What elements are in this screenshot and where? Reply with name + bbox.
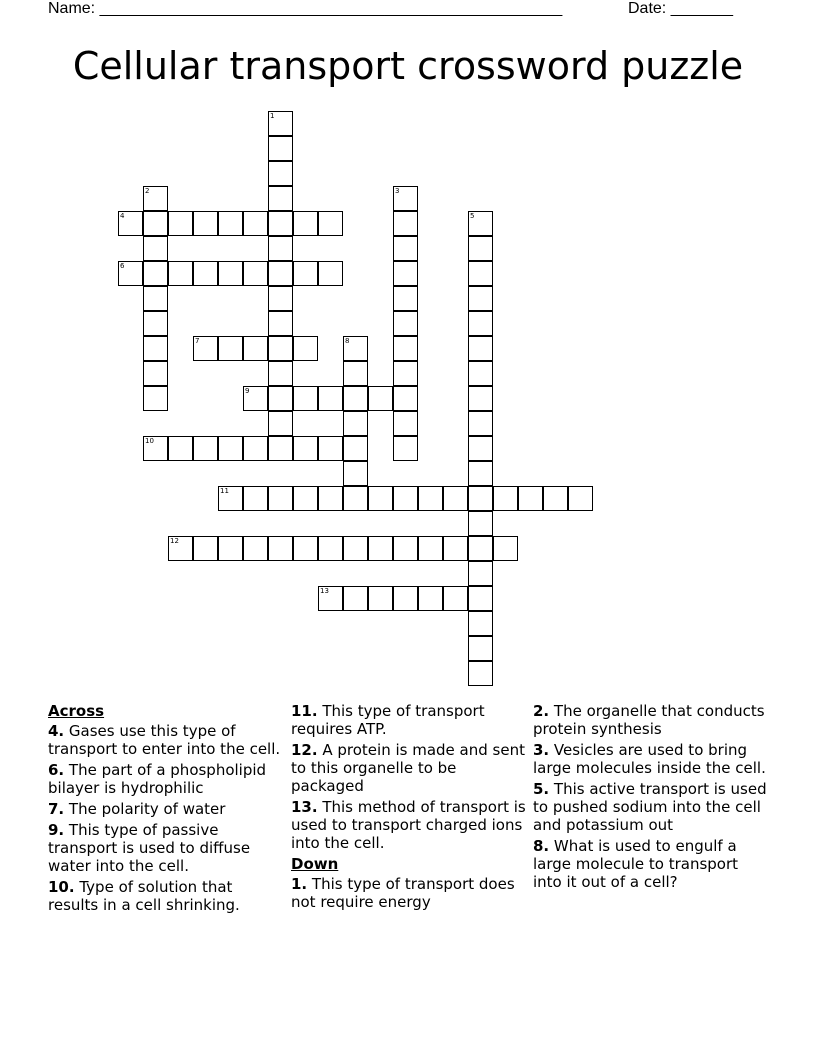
crossword-cell[interactable] <box>468 536 493 561</box>
crossword-cell[interactable] <box>368 386 393 411</box>
clue-across-6: 6. The part of a phospholipid bilayer is hydrophilic <box>48 761 267 797</box>
crossword-cell[interactable] <box>468 611 493 636</box>
crossword-cell[interactable] <box>343 461 368 486</box>
crossword-cell[interactable] <box>143 261 168 286</box>
crossword-cell[interactable] <box>118 211 143 236</box>
crossword-cell[interactable] <box>518 486 543 511</box>
clue-down-1: 1. This type of transport does not require energy <box>291 875 515 911</box>
crossword-cell[interactable] <box>268 211 293 236</box>
crossword-cell[interactable] <box>468 661 493 686</box>
crossword-cell[interactable] <box>193 536 218 561</box>
crossword-cell[interactable] <box>393 211 418 236</box>
clue-across-9: 9. This type of passive transport is used to diffuse water into the cell. <box>48 821 251 875</box>
crossword-cell[interactable] <box>143 436 168 461</box>
crossword-cell[interactable] <box>243 486 268 511</box>
crossword-cell[interactable] <box>268 286 293 311</box>
crossword-cell[interactable] <box>193 436 218 461</box>
crossword-cell[interactable] <box>218 261 243 286</box>
crossword-cell[interactable] <box>393 236 418 261</box>
down-heading: Down <box>291 855 339 873</box>
clue-across-4: 4. Gases use this type of transport to enter into the cell. <box>48 722 281 758</box>
crossword-cell[interactable] <box>343 336 368 361</box>
crossword-cell[interactable] <box>193 336 218 361</box>
clue-down-2: 2. The organelle that conducts protein synthesis <box>533 702 765 738</box>
crossword-cell[interactable] <box>318 536 343 561</box>
crossword-cell[interactable] <box>268 311 293 336</box>
crossword-cell[interactable] <box>493 536 518 561</box>
crossword-cell[interactable] <box>468 561 493 586</box>
crossword-cell[interactable] <box>468 236 493 261</box>
crossword-cell[interactable] <box>268 411 293 436</box>
crossword-cell[interactable] <box>143 386 168 411</box>
crossword-cell[interactable] <box>468 361 493 386</box>
crossword-cell[interactable] <box>443 586 468 611</box>
crossword-cell[interactable] <box>293 386 318 411</box>
crossword-cell[interactable] <box>368 536 393 561</box>
crossword-cell[interactable] <box>293 261 318 286</box>
crossword-cell[interactable] <box>343 386 368 411</box>
clue-number: 8 <box>345 337 350 345</box>
clue-down-3: 3. Vesicles are used to bring large molecules inside the cell. <box>533 741 766 777</box>
crossword-cell[interactable] <box>393 386 418 411</box>
clue-across-10: 10. Type of solution that results in a cell shrinking. <box>48 878 240 914</box>
crossword-cell[interactable] <box>143 361 168 386</box>
clue-number: 2 <box>145 187 150 195</box>
crossword-cell[interactable] <box>293 486 318 511</box>
crossword-cell[interactable] <box>393 411 418 436</box>
crossword-cell[interactable] <box>418 486 443 511</box>
crossword-cell[interactable] <box>468 411 493 436</box>
clue-number: 1 <box>270 112 275 120</box>
clue-column-3 <box>533 702 769 894</box>
crossword-cell[interactable] <box>318 486 343 511</box>
crossword-cell[interactable] <box>143 186 168 211</box>
name-field-label[interactable]: Name: ____________________________________________________ <box>48 0 563 17</box>
crossword-cell[interactable] <box>493 486 518 511</box>
crossword-cell[interactable] <box>243 211 268 236</box>
crossword-cell[interactable] <box>468 261 493 286</box>
crossword-cell[interactable] <box>393 486 418 511</box>
crossword-cell[interactable] <box>243 336 268 361</box>
crossword-cell[interactable] <box>318 586 343 611</box>
crossword-cell[interactable] <box>468 461 493 486</box>
crossword-cell[interactable] <box>143 336 168 361</box>
clue-number: 10 <box>145 437 154 445</box>
clue-number: 11 <box>220 487 229 495</box>
crossword-cell[interactable] <box>318 386 343 411</box>
crossword-cell[interactable] <box>393 436 418 461</box>
clue-number: 4 <box>120 212 125 220</box>
clue-number: 13 <box>320 587 329 595</box>
date-field-label[interactable]: Date: _______ <box>628 0 733 17</box>
crossword-cell[interactable] <box>193 211 218 236</box>
crossword-cell[interactable] <box>293 436 318 461</box>
crossword-cell[interactable] <box>268 261 293 286</box>
clue-number: 9 <box>245 387 250 395</box>
clue-across-11: 11. This type of transport requires ATP. <box>291 702 485 738</box>
crossword-cell[interactable] <box>118 261 143 286</box>
crossword-cell[interactable] <box>218 536 243 561</box>
crossword-cell[interactable] <box>318 436 343 461</box>
crossword-cell[interactable] <box>268 486 293 511</box>
crossword-cell[interactable] <box>268 386 293 411</box>
crossword-cell[interactable] <box>243 261 268 286</box>
crossword-cell[interactable] <box>468 636 493 661</box>
across-heading: Across <box>48 702 105 720</box>
crossword-cell[interactable] <box>143 211 168 236</box>
crossword-cell[interactable] <box>393 586 418 611</box>
crossword-cell[interactable] <box>293 336 318 361</box>
crossword-cell[interactable] <box>343 361 368 386</box>
crossword-cell[interactable] <box>393 336 418 361</box>
crossword-cell[interactable] <box>468 586 493 611</box>
crossword-cell[interactable] <box>418 586 443 611</box>
crossword-cell[interactable] <box>343 536 368 561</box>
crossword-cell[interactable] <box>568 486 593 511</box>
clue-across-13: 13. This method of transport is used to transport charged ions into the cell. <box>291 798 526 852</box>
crossword-cell[interactable] <box>443 486 468 511</box>
header-row <box>48 0 748 20</box>
crossword-cell[interactable] <box>468 486 493 511</box>
clue-across-12: 12. A protein is made and sent to this organelle to be packaged <box>291 741 525 795</box>
crossword-cell[interactable] <box>468 511 493 536</box>
crossword-cell[interactable] <box>543 486 568 511</box>
clue-number: 12 <box>170 537 179 545</box>
crossword-cell[interactable] <box>193 261 218 286</box>
crossword-cell[interactable] <box>368 586 393 611</box>
crossword-cell[interactable] <box>268 361 293 386</box>
crossword-cell[interactable] <box>143 236 168 261</box>
crossword-cell[interactable] <box>168 261 193 286</box>
crossword-cell[interactable] <box>393 286 418 311</box>
crossword-cell[interactable] <box>268 136 293 161</box>
crossword-cell[interactable] <box>418 536 443 561</box>
crossword-cell[interactable] <box>468 286 493 311</box>
crossword-cell[interactable] <box>268 186 293 211</box>
crossword-cell[interactable] <box>143 311 168 336</box>
clue-number: 6 <box>120 262 125 270</box>
crossword-cell[interactable] <box>468 311 493 336</box>
crossword-cell[interactable] <box>293 536 318 561</box>
crossword-cell[interactable] <box>368 486 393 511</box>
crossword-cell[interactable] <box>393 311 418 336</box>
crossword-cell[interactable] <box>393 536 418 561</box>
crossword-cell[interactable] <box>318 211 343 236</box>
crossword-cell[interactable] <box>218 336 243 361</box>
clue-number: 7 <box>195 337 200 345</box>
crossword-cell[interactable] <box>218 486 243 511</box>
crossword-cell[interactable] <box>318 261 343 286</box>
clue-down-5: 5. This active transport is used to pushed sodium into the cell and potassium out <box>533 780 767 834</box>
clue-across-7: 7. The polarity of water <box>48 800 226 818</box>
crossword-cell[interactable] <box>343 436 368 461</box>
clue-number: 3 <box>395 187 400 195</box>
clue-column-1 <box>48 702 284 917</box>
crossword-cell[interactable] <box>393 186 418 211</box>
crossword-cell[interactable] <box>443 536 468 561</box>
crossword-cell[interactable] <box>393 361 418 386</box>
crossword-cell[interactable] <box>268 161 293 186</box>
clue-column-2 <box>291 702 527 914</box>
crossword-cell[interactable] <box>243 536 268 561</box>
crossword-cell[interactable] <box>218 211 243 236</box>
clue-down-8: 8. What is used to engulf a large molecule to transport into it out of a cell? <box>533 837 739 891</box>
crossword-cell[interactable] <box>293 211 318 236</box>
crossword-cell[interactable] <box>218 436 243 461</box>
crossword-cell[interactable] <box>468 336 493 361</box>
crossword-cell[interactable] <box>343 486 368 511</box>
crossword-cell[interactable] <box>468 211 493 236</box>
crossword-cell[interactable] <box>268 336 293 361</box>
crossword-cell[interactable] <box>143 286 168 311</box>
crossword-cell[interactable] <box>243 386 268 411</box>
crossword-cell[interactable] <box>343 411 368 436</box>
page-title: Cellular transport crossword puzzle <box>72 44 744 88</box>
crossword-cell[interactable] <box>168 536 193 561</box>
clue-number: 5 <box>470 212 475 220</box>
crossword-cell[interactable] <box>468 386 493 411</box>
crossword-cell[interactable] <box>268 236 293 261</box>
crossword-cell[interactable] <box>268 111 293 136</box>
crossword-cell[interactable] <box>243 436 268 461</box>
crossword-cell[interactable] <box>468 436 493 461</box>
crossword-cell[interactable] <box>343 586 368 611</box>
crossword-cell[interactable] <box>393 261 418 286</box>
crossword-cell[interactable] <box>168 436 193 461</box>
crossword-cell[interactable] <box>168 211 193 236</box>
crossword-cell[interactable] <box>268 436 293 461</box>
crossword-cell[interactable] <box>268 536 293 561</box>
